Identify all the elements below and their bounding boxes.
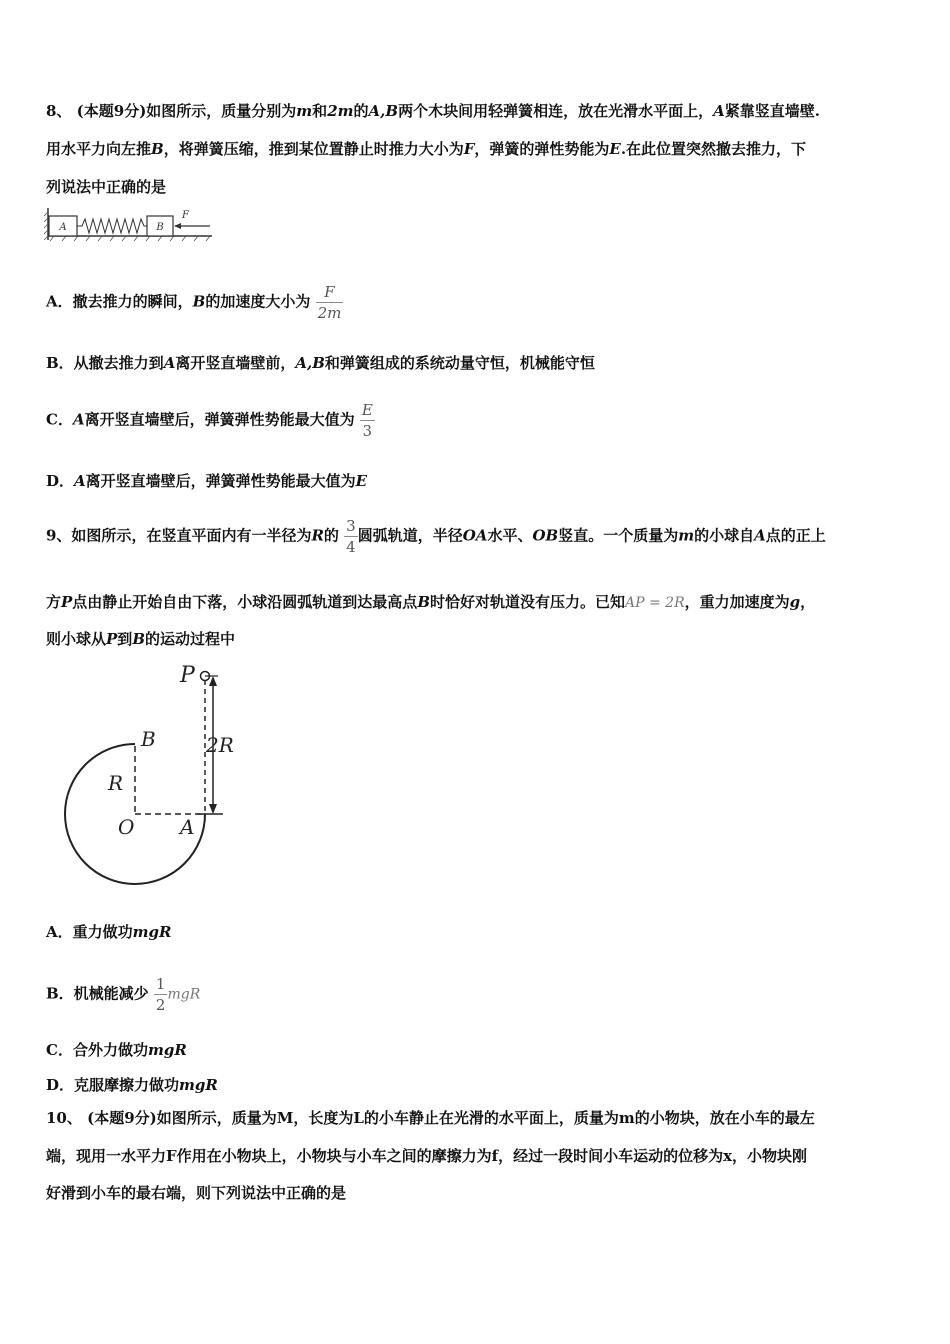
- block-a-label: A: [59, 222, 67, 233]
- q9-option-c[interactable]: C．合外力做功mgR: [46, 1041, 187, 1059]
- spring-block-figure: [44, 206, 216, 242]
- q8-line-3: 列说法中正确的是: [46, 178, 167, 196]
- ap-equation: AP = 2R: [625, 595, 685, 611]
- force-label: F: [182, 210, 189, 221]
- q10-line-3: 好滑到小车的最右端，则下列说法中正确的是: [46, 1184, 347, 1202]
- fraction-three-quarters: $\frac{3}{4}$: [346, 517, 356, 556]
- q9-line-3: 则小球从P到B的运动过程中: [46, 630, 236, 648]
- fraction-one-half: $\frac{1}{2}$: [155, 975, 166, 1014]
- q8-option-b[interactable]: B．从撤去推力到A离开竖直墙壁前，A,B和弹簧组成的系统动量守恒，机械能守恒: [46, 354, 595, 372]
- circular-track-figure: [56, 660, 246, 892]
- q9-option-d[interactable]: D．克服摩擦力做功mgR: [46, 1076, 218, 1094]
- q10-line-1: 10、 (本题9分)如图所示，质量为M，长度为L的小车静止在光滑的水平面上，质量为m的小物块，放在小车的最左: [46, 1109, 815, 1127]
- q9-line-2: 方P点由静止开始自由下落，小球沿圆弧轨道到达最高点B时恰好对轨道没有压力。已知AP = 2R，重力加速度为g，: [46, 593, 816, 611]
- q8-line-1: 8、 (本题9分)如图所示，质量分别为m和2m的A,B两个木块间用轻弹簧相连，放在光滑水平面上，A紧靠竖直墙壁.: [46, 102, 820, 120]
- label-p: P: [180, 663, 195, 688]
- label-2r: 2R: [206, 733, 234, 757]
- q9-option-a[interactable]: A．重力做功mgR: [46, 923, 172, 941]
- label-o: O: [118, 815, 135, 839]
- q8-option-a[interactable]: A．撤去推力的瞬间，B的加速度大小为 $\frac{F}{2m}$: [46, 283, 342, 322]
- q10-line-2: 端，现用一水平力F作用在小物块上，小物块与小车之间的摩擦力为f，经过一段时间小车运动的位移为x，小物块刚: [46, 1147, 808, 1165]
- q9-line-1: 9、如图所示，在竖直平面内有一半径为R的 $\frac{3}{4}$ 圆弧轨道，半径OA水平、OB竖直。一个质量为m的小球自A点的正上: [46, 517, 826, 556]
- label-a: A: [180, 815, 195, 839]
- q8-line-2: 用水平力向左推B，将弹簧压缩，推到某位置静止时推力大小为F，弹簧的弹性势能为E.在此位置突然撤去推力，下: [46, 140, 807, 158]
- q8-option-c[interactable]: C．A离开竖直墙壁后，弹簧弹性势能最大值为 $\frac{E}{3}$: [46, 401, 373, 440]
- spring: [77, 219, 147, 233]
- label-b: B: [141, 727, 156, 751]
- q9-option-b[interactable]: B．机械能减少 $\frac{1}{2}$ mgR: [46, 975, 201, 1014]
- fraction-e-over-3: $\frac{E}{3}$: [361, 401, 373, 440]
- label-r: R: [108, 771, 124, 795]
- block-b-label: B: [156, 222, 164, 233]
- fraction-f-over-2m: $\frac{F}{2m}$: [317, 283, 342, 322]
- q8-option-d[interactable]: D．A离开竖直墙壁后，弹簧弹性势能最大值为E: [46, 472, 368, 490]
